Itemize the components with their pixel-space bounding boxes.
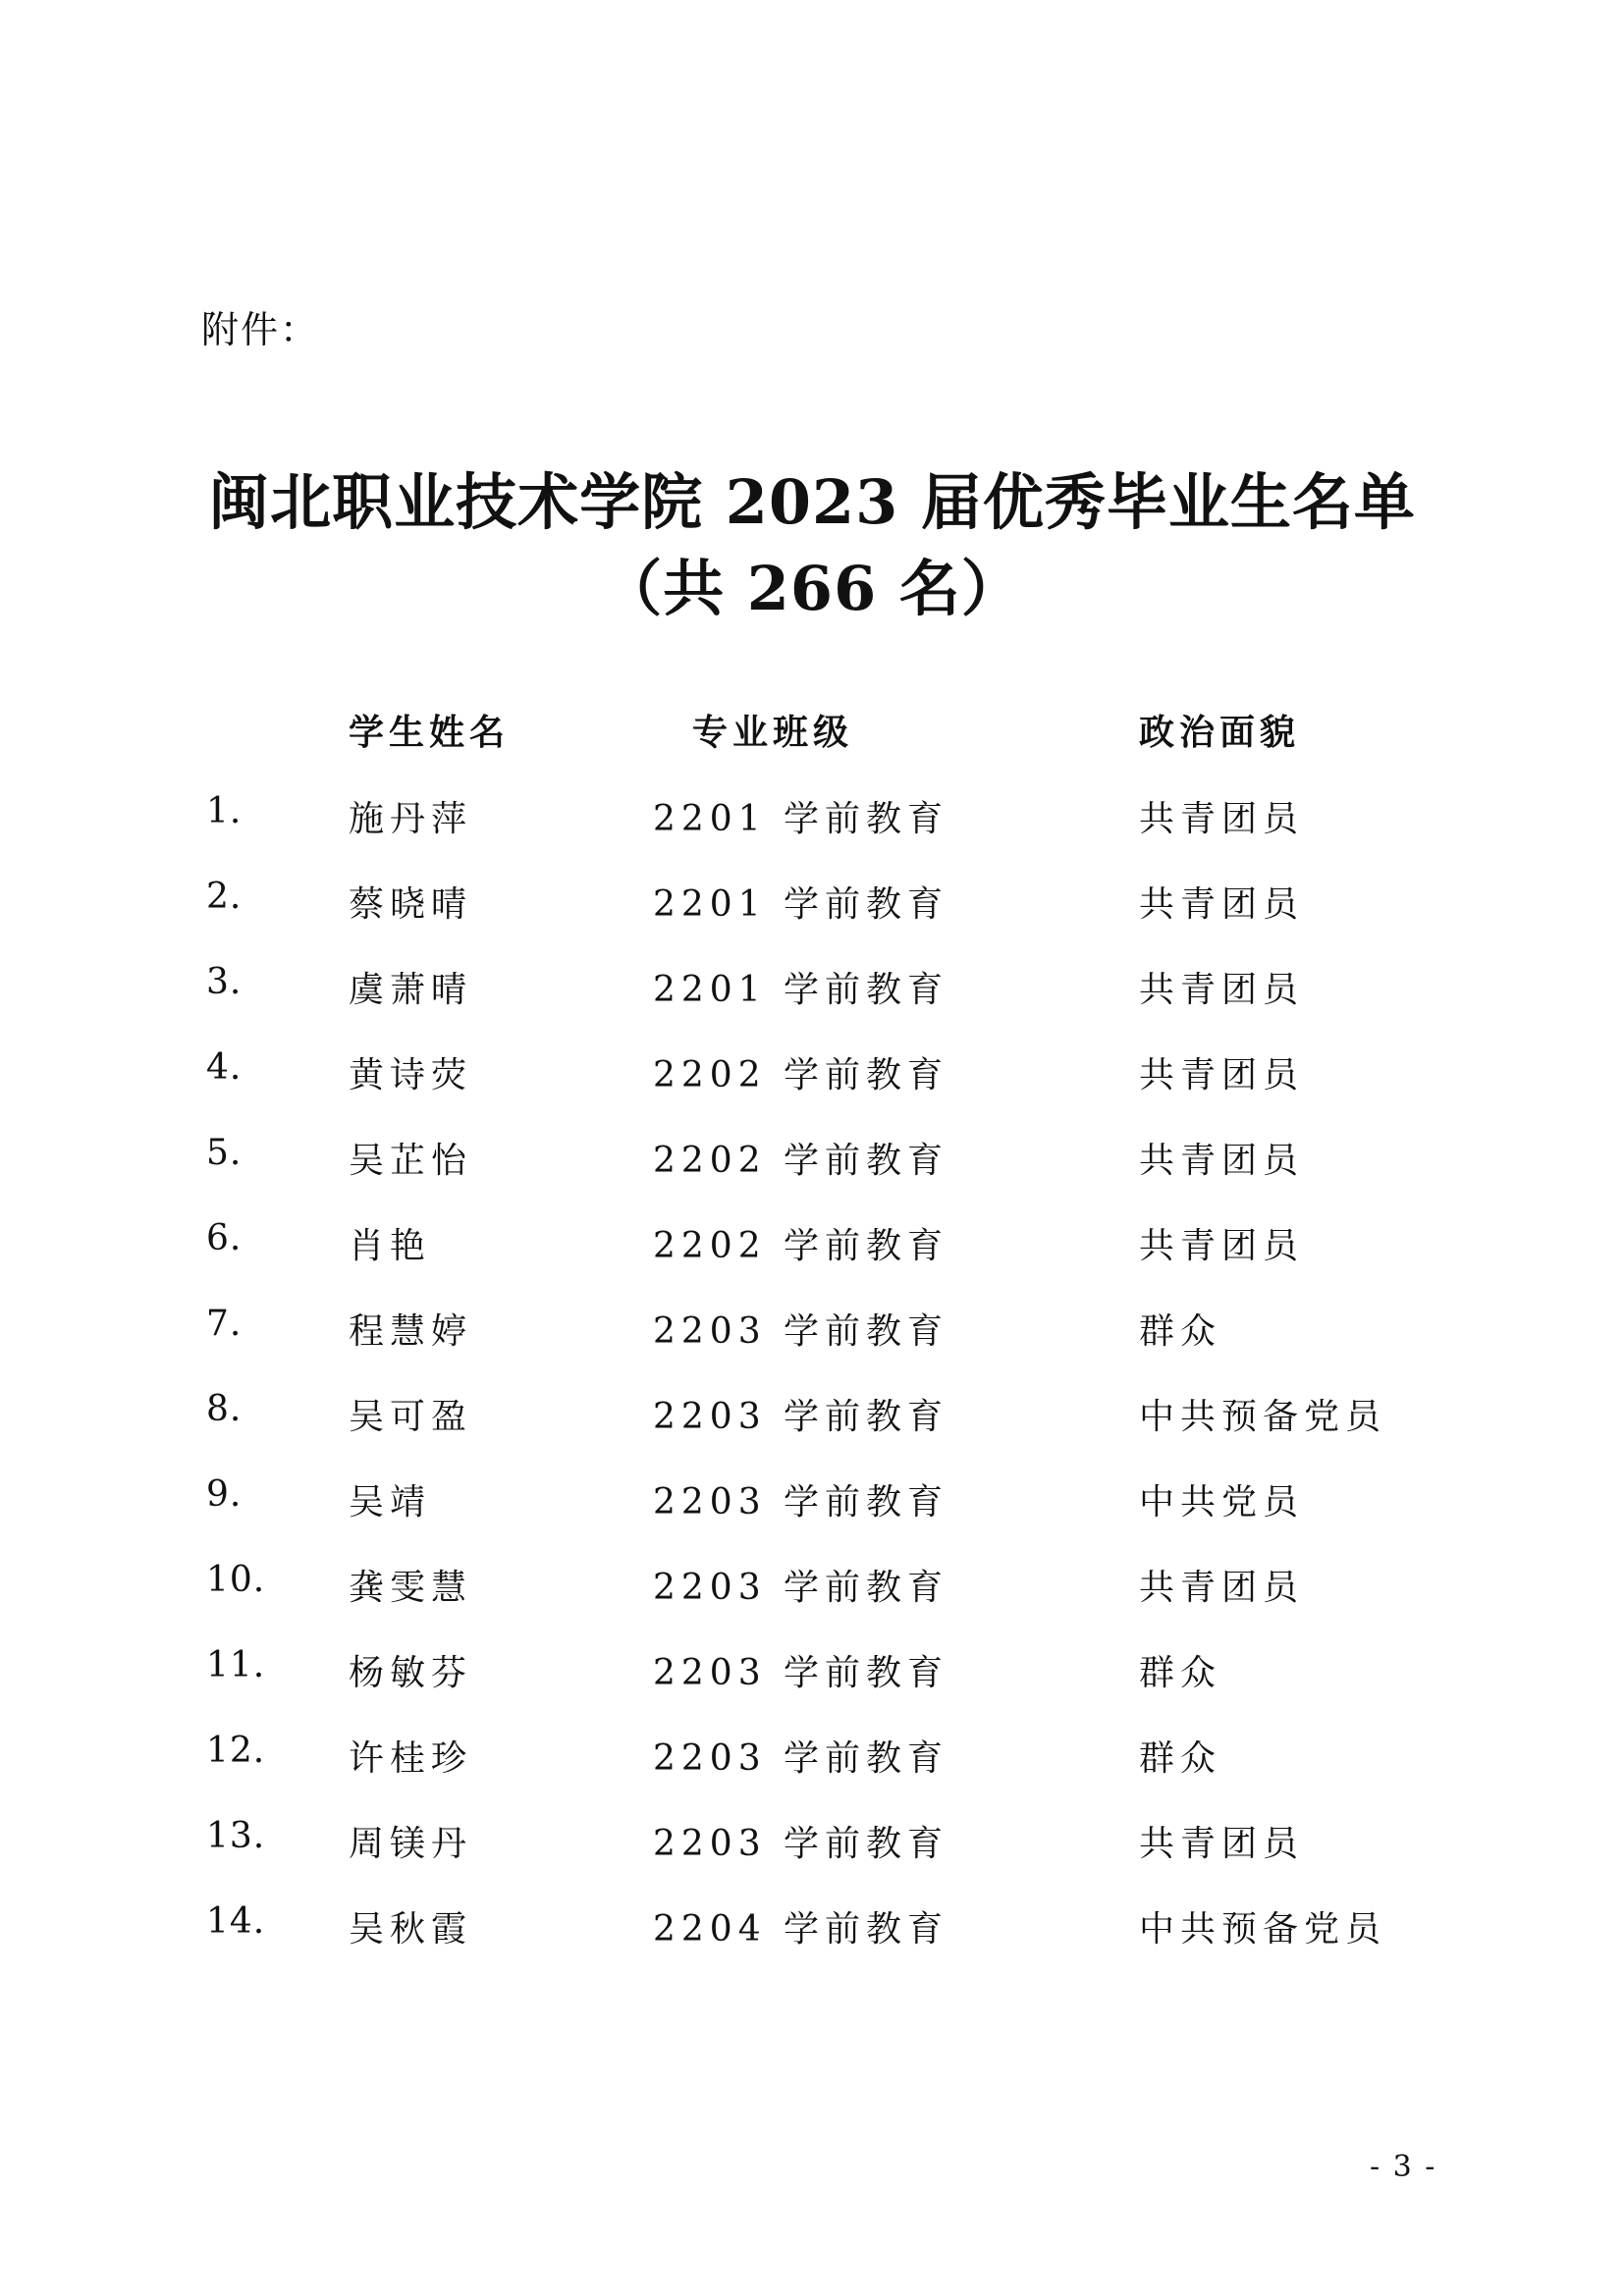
row-name: 杨敏芬 — [349, 1653, 473, 1693]
row-class: 2203 学前教育 — [653, 1482, 949, 1522]
row-index: 10. — [206, 1560, 266, 1600]
table-row — [0, 1560, 1624, 1619]
row-class: 2203 学前教育 — [653, 1568, 949, 1608]
row-political: 共青团员 — [1139, 1568, 1305, 1608]
row-name: 吴秋霞 — [349, 1909, 473, 1949]
row-political: 共青团员 — [1139, 970, 1305, 1010]
row-political: 群众 — [1139, 1653, 1222, 1693]
row-index: 6. — [206, 1218, 243, 1258]
row-political: 共青团员 — [1139, 799, 1305, 839]
row-name: 龚雯慧 — [349, 1568, 473, 1608]
row-index: 14. — [206, 1901, 266, 1942]
row-political: 中共党员 — [1139, 1482, 1305, 1522]
row-name: 许桂珍 — [349, 1738, 473, 1779]
table-row — [0, 1047, 1624, 1106]
row-index: 2. — [206, 877, 243, 917]
row-class: 2202 学前教育 — [653, 1141, 949, 1181]
row-political: 共青团员 — [1139, 884, 1305, 925]
row-class: 2201 学前教育 — [653, 799, 949, 839]
row-political: 共青团员 — [1139, 1824, 1305, 1864]
table-row — [0, 962, 1624, 1021]
table-row — [0, 1901, 1624, 1960]
table-row — [0, 1133, 1624, 1192]
row-political: 中共预备党员 — [1139, 1397, 1387, 1437]
table-header — [0, 705, 1624, 764]
row-name: 蔡晓晴 — [349, 884, 473, 925]
table-row — [0, 791, 1624, 850]
row-political: 群众 — [1139, 1311, 1222, 1352]
row-political: 共青团员 — [1139, 1141, 1305, 1181]
row-index: 12. — [206, 1731, 266, 1771]
table-row — [0, 1389, 1624, 1448]
table-row — [0, 1816, 1624, 1875]
row-name: 施丹萍 — [349, 799, 473, 839]
header-major-class: 专业班级 — [692, 713, 854, 753]
header-student-name: 学生姓名 — [349, 713, 511, 753]
row-index: 9. — [206, 1474, 243, 1515]
row-index: 1. — [206, 791, 243, 831]
row-name: 吴可盈 — [349, 1397, 473, 1437]
row-name: 周镁丹 — [349, 1824, 473, 1864]
row-index: 13. — [206, 1816, 266, 1856]
row-political: 群众 — [1139, 1738, 1222, 1779]
header-political-status: 政治面貌 — [1139, 713, 1301, 753]
row-class: 2203 学前教育 — [653, 1738, 949, 1779]
table-row — [0, 1731, 1624, 1789]
row-class: 2203 学前教育 — [653, 1824, 949, 1864]
row-political: 共青团员 — [1139, 1226, 1305, 1266]
row-name: 虞萧晴 — [349, 970, 473, 1010]
table-row — [0, 1474, 1624, 1533]
row-class: 2204 学前教育 — [653, 1909, 949, 1949]
row-name: 黄诗荧 — [349, 1055, 473, 1095]
row-name: 肖艳 — [349, 1226, 432, 1266]
row-index: 8. — [206, 1389, 243, 1429]
row-index: 3. — [206, 962, 243, 1002]
row-class: 2202 学前教育 — [653, 1055, 949, 1095]
row-index: 4. — [206, 1047, 243, 1088]
table-row — [0, 1645, 1624, 1704]
table-row — [0, 1218, 1624, 1277]
row-index: 5. — [206, 1133, 243, 1173]
page-number: - 3 - — [1370, 2150, 1437, 2184]
row-class: 2201 学前教育 — [653, 970, 949, 1010]
row-class: 2201 学前教育 — [653, 884, 949, 925]
attachment-label: 附件： — [201, 308, 320, 351]
row-political: 中共预备党员 — [1139, 1909, 1387, 1949]
row-political: 共青团员 — [1139, 1055, 1305, 1095]
row-name: 吴靖 — [349, 1482, 432, 1522]
row-class: 2202 学前教育 — [653, 1226, 949, 1266]
row-index: 11. — [206, 1645, 266, 1685]
row-name: 程慧婷 — [349, 1311, 473, 1352]
row-class: 2203 学前教育 — [653, 1653, 949, 1693]
row-name: 吴芷怡 — [349, 1141, 473, 1181]
row-class: 2203 学前教育 — [653, 1311, 949, 1352]
document-title: 闽北职业技术学院 2023 届优秀毕业生名单 — [208, 466, 1416, 538]
table-row — [0, 877, 1624, 935]
row-class: 2203 学前教育 — [653, 1397, 949, 1437]
table-row — [0, 1304, 1624, 1362]
row-index: 7. — [206, 1304, 243, 1344]
document-subtitle-count: （共 266 名） — [601, 553, 1023, 624]
